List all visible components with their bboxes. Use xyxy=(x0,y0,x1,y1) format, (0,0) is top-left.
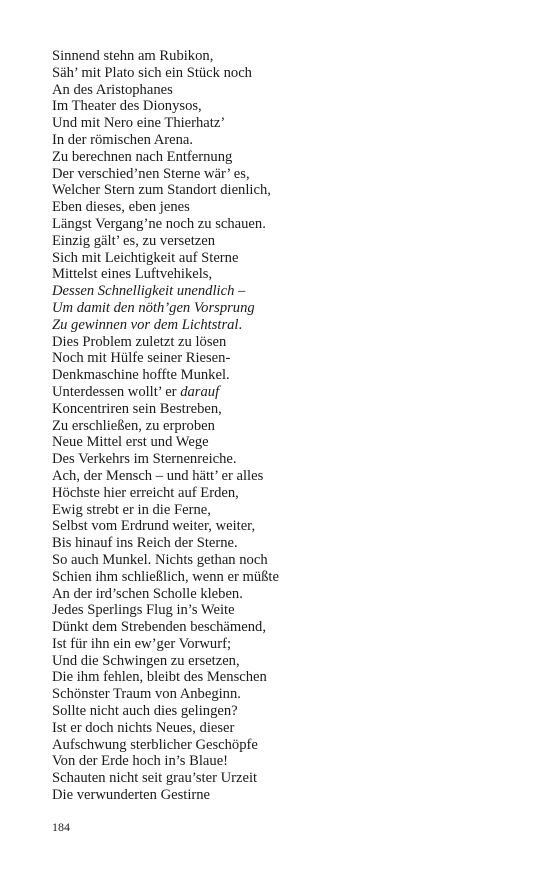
poem-line-text: Sinnend stehn am Rubikon, xyxy=(52,48,214,64)
poem-line-text: Sollte nicht auch dies gelingen? xyxy=(52,703,238,720)
poem-line xyxy=(52,602,279,619)
poem-line-text: An der ird’schen Scholle kleben. xyxy=(52,585,243,602)
poem-line-text: Dies Problem zuletzt zu lösen xyxy=(52,333,227,350)
poem-line xyxy=(52,586,279,603)
poem-line-text: Dünkt dem Strebenden beschämend, xyxy=(52,619,266,636)
poem-line xyxy=(52,636,279,653)
poem-line xyxy=(52,132,279,149)
poem-line xyxy=(52,367,279,384)
poem-line xyxy=(52,451,279,468)
poem-line-italic-text: darauf xyxy=(180,383,220,400)
poem-line xyxy=(52,653,279,670)
poem-line-text: In der römischen Arena. xyxy=(52,131,194,148)
poem-line xyxy=(52,434,279,451)
poem-line xyxy=(52,65,279,82)
poem-line-text: Und mit Nero eine Thierhatz’ xyxy=(52,115,226,132)
poem-line-text: Schönster Traum von Anbeginn. xyxy=(52,686,241,703)
poem-line xyxy=(52,98,279,115)
poem-line-text: Von der Erde hoch in’s Blaue! xyxy=(52,753,229,770)
poem-line xyxy=(52,317,279,334)
poem-line-text: Im Theater des Dionysos, xyxy=(52,98,202,115)
poem-line xyxy=(52,787,279,804)
poem-line-text: Ist für ihn ein ew’ger Vorwurf; xyxy=(52,635,232,652)
poem-line xyxy=(52,619,279,636)
poem-line xyxy=(52,552,279,569)
poem-line xyxy=(52,737,279,754)
poem-line-text: Welcher Stern zum Standort dienlich, xyxy=(52,182,271,199)
poem-line-text: Koncentriren sein Bestreben, xyxy=(52,400,222,417)
poem-line xyxy=(52,401,279,418)
poem-line xyxy=(52,149,279,166)
poem-line xyxy=(52,468,279,485)
poem-line-text: Jedes Sperlings Flug in’s Weite xyxy=(52,602,235,619)
poem-line xyxy=(52,703,279,720)
poem-line xyxy=(52,669,279,686)
poem-line-text: Mittelst eines Luftvehikels, xyxy=(52,266,213,283)
poem-line xyxy=(52,216,279,233)
poem-line-text: An des Aristophanes xyxy=(52,81,173,98)
poem-line xyxy=(52,250,279,267)
poem-line-text: Säh’ mit Plato sich ein Stück noch xyxy=(52,64,252,81)
poem-line-text: Ist er doch nichts Neues, dieser xyxy=(52,719,235,736)
poem-line-text: Die ihm fehlen, bleibt des Menschen xyxy=(52,669,267,686)
poem-line-text: Aufschwung sterblicher Geschöpfe xyxy=(52,736,258,753)
poem-line-text: Denkmaschine hoffte Munkel. xyxy=(52,367,230,384)
poem-line-text: Längst Vergang’ne noch zu schauen. xyxy=(52,215,266,232)
poem-line xyxy=(52,753,279,770)
poem-line xyxy=(52,48,279,65)
page-number: 184 xyxy=(52,820,70,834)
poem-line-text: Ach, der Mensch – und hätt’ er alles xyxy=(52,467,264,484)
poem-line-italic-text: Dessen Schnelligkeit unendlich – xyxy=(52,283,246,300)
poem-line xyxy=(52,182,279,199)
poem-line xyxy=(52,720,279,737)
poem-line-text: Des Verkehrs im Sternenreiche. xyxy=(52,451,237,468)
poem-line-text: Und die Schwingen zu ersetzen, xyxy=(52,652,240,669)
poem-line-text: Bis hinauf ins Reich der Sterne. xyxy=(52,535,238,552)
poem-line xyxy=(52,770,279,787)
poem-line-text: Schauten nicht seit grau’ster Urzeit xyxy=(52,770,258,787)
poem-line-text: So auch Munkel. Nichts gethan noch xyxy=(52,551,268,568)
poem-line xyxy=(52,350,279,367)
poem-line-text: . xyxy=(238,316,243,333)
poem-line xyxy=(52,485,279,502)
poem-line-text: Neue Mittel erst und Wege xyxy=(52,434,209,451)
poem-line-text: Selbst vom Erdrund weiter, weiter, xyxy=(52,518,256,535)
poem-line xyxy=(52,300,279,317)
poem-line xyxy=(52,233,279,250)
poem-line-text: Einzig gält’ es, zu versetzen xyxy=(52,232,216,249)
poem-line xyxy=(52,569,279,586)
poem-text xyxy=(52,48,279,804)
poem-line-text: Zu berechnen nach Entfernung xyxy=(52,148,233,165)
poem-line xyxy=(52,115,279,132)
poem-line xyxy=(52,266,279,283)
poem-line xyxy=(52,384,279,401)
poem-line-italic-text: Um damit den nöth’gen Vorsprung xyxy=(52,299,255,316)
poem-line xyxy=(52,166,279,183)
poem-line-text: Zu erschließen, zu erproben xyxy=(52,417,215,434)
poem-line-text: Noch mit Hülfe seiner Riesen- xyxy=(52,350,231,367)
poem-line xyxy=(52,199,279,216)
poem-line-text: Schien ihm schließlich, wenn er müßte xyxy=(52,568,279,585)
poem-line xyxy=(52,283,279,300)
poem-line xyxy=(52,502,279,519)
poem-line-text: Sich mit Leichtigkeit auf Sterne xyxy=(52,249,239,266)
poem-line-text: Höchste hier erreicht auf Erden, xyxy=(52,484,239,501)
poem-line xyxy=(52,334,279,351)
poem-line-text: Unterdessen wollt’ er xyxy=(52,383,181,400)
poem-line xyxy=(52,418,279,435)
poem-line-text: Ewig strebt er in die Ferne, xyxy=(52,501,211,518)
poem-line xyxy=(52,82,279,99)
poem-line-text: Eben dieses, eben jenes xyxy=(52,199,190,216)
poem-line xyxy=(52,535,279,552)
poem-line xyxy=(52,686,279,703)
poem-line-text: Der verschied’nen Sterne wär’ es, xyxy=(52,165,250,182)
poem-line xyxy=(52,518,279,535)
poem-line-italic-text: Zu gewinnen vor dem Lichtstral xyxy=(52,316,239,333)
poem-line-text: Die verwunderten Gestirne xyxy=(52,787,211,804)
